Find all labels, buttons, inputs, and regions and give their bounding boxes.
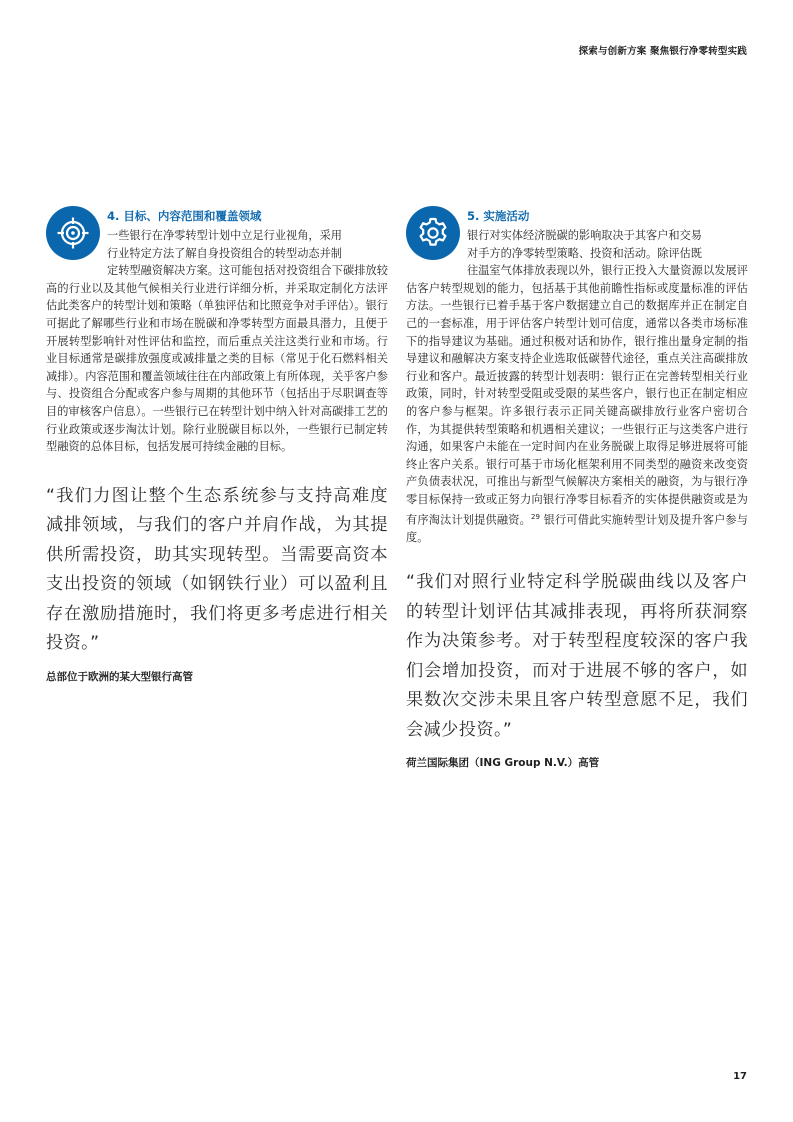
right-column — [406, 206, 748, 770]
gear-icon — [406, 206, 460, 260]
body-line: 银行对实体经济脱碳的影响取决于其客户和交易 — [467, 229, 702, 242]
running-header: 探索与创新方案 聚焦银行净零转型实践 — [578, 46, 747, 57]
body-text-continuation: 这可能包括对投资组合下碳排放较高的行业以及其他气候相关行业进行详细分析，并采取定制化方法评估此类客户的转型计划和策略（单独评估和比照竞争对手评估）。银行可据此了解哪些行业和市场在脱碳和净零转型方面最具潜力，且便于开展转型影响针对性评估和监控，而后重点关注这类行业和市场。行业目标通常是碳排放强度或减排量之类的目标（常见于化石燃料相关减排）。内容范围和覆盖领域往往在内部政策上有所体现，关乎客户参与、投资组合分配或客户参与周期的其他环节（包括出于尽职调查等目的审核客户信息）。一些银行已在转型计划中纳入针对高碳排工艺的行业政策或逐步淘汰计划。除行业脱碳目标以外，一些银行已制定转型融资的总体目标，包括发展可持续金融的目标。 — [46, 264, 388, 454]
section-title-activities: 5. 实施活动 — [467, 209, 530, 223]
page-number: 17 — [733, 1071, 747, 1082]
left-column — [46, 206, 388, 684]
section-title-targets: 4. 目标、内容范围和覆盖领域 — [107, 209, 262, 223]
section-activities — [406, 206, 748, 546]
section-body-targets — [46, 227, 388, 456]
section-body-activities — [406, 227, 748, 546]
quote-attribution-left: 总部位于欧洲的某大型银行高管 — [46, 670, 193, 683]
body-line: 行业特定方法了解自身投资组合的转型动态并制 — [107, 246, 342, 260]
quote-attribution-right: 荷兰国际集团（ING Group N.V.）高管 — [406, 757, 600, 770]
section-targets — [46, 206, 388, 456]
body-line: 对手方的净零转型策略、投资和活动。除评估既 — [467, 246, 702, 260]
footnote-marker: 29 — [530, 512, 540, 521]
body-line: 一些银行在净零转型计划中立足行业视角，采用 — [107, 229, 342, 242]
pull-quote-left: “我们力图让整个生态系统参与支持高难度减排领域，与我们的客户并肩作战，为其提供所需投资，助其实现转型。当需要高资本支出投资的领域（如钢铁行业）可以盈利且存在激励措施时，我们将更多考虑进行相关投资。” — [46, 485, 388, 654]
pull-quote-right: “我们对照行业特定科学脱碳曲线以及客户的转型计划评估其减排表现，再将所获洞察作为决策参考。对于转型程度较深的客户我们会增加投资，而对于进展不够的客户，如果数次交涉未果且客户转型意愿不足，我们会减少投资。” — [406, 572, 748, 740]
target-icon — [46, 206, 100, 260]
body-line: 定转型融资解决方案。 — [107, 264, 219, 278]
body-text-tail: 银行可借此实施转型计划及提升客户参与度。 — [406, 513, 748, 544]
body-text-continuation: 银行正投入大量资源以发展评估客户转型规划的能力，包括基于其他前瞻性指标或度量标准的评估方法。一些银行已着手基于客户数据建立自己的数据库并正在制定自己的一套标准，用于评估客户转型计划可信度，通常以各类市场标准下的指导建议为基础。通过积极对话和协作，银行推出量身定制的指导建议和融解决方案支持企业选取低碳替代途径，重点关注高碳排放行业和客户。最近披露的转型计划表明：银行正在完善转型相关行业政策，同时，针对转型受阻或受限的某些客户，银行也正在制定相应的客户参与框架。许多银行表示正同关键高碳排放行业客户密切合作，为其提供转型策略和机遇相关建议；一些银行正与这类客户进行沟通，如果客户未能在一定时间内在业务脱碳上取得足够进展将可能终止客户关系。银行可基于市场化框架利用不同类型的融资来改变资产负债表状况，可推出与新型气候解决方案相关的融资，为与银行净零目标保持一致或正努力向银行净零目标看齐的实体提供融资或是为有序淘汰计划提供融资。 — [406, 264, 748, 527]
body-line: 往温室气体排放表现以外， — [467, 264, 602, 278]
